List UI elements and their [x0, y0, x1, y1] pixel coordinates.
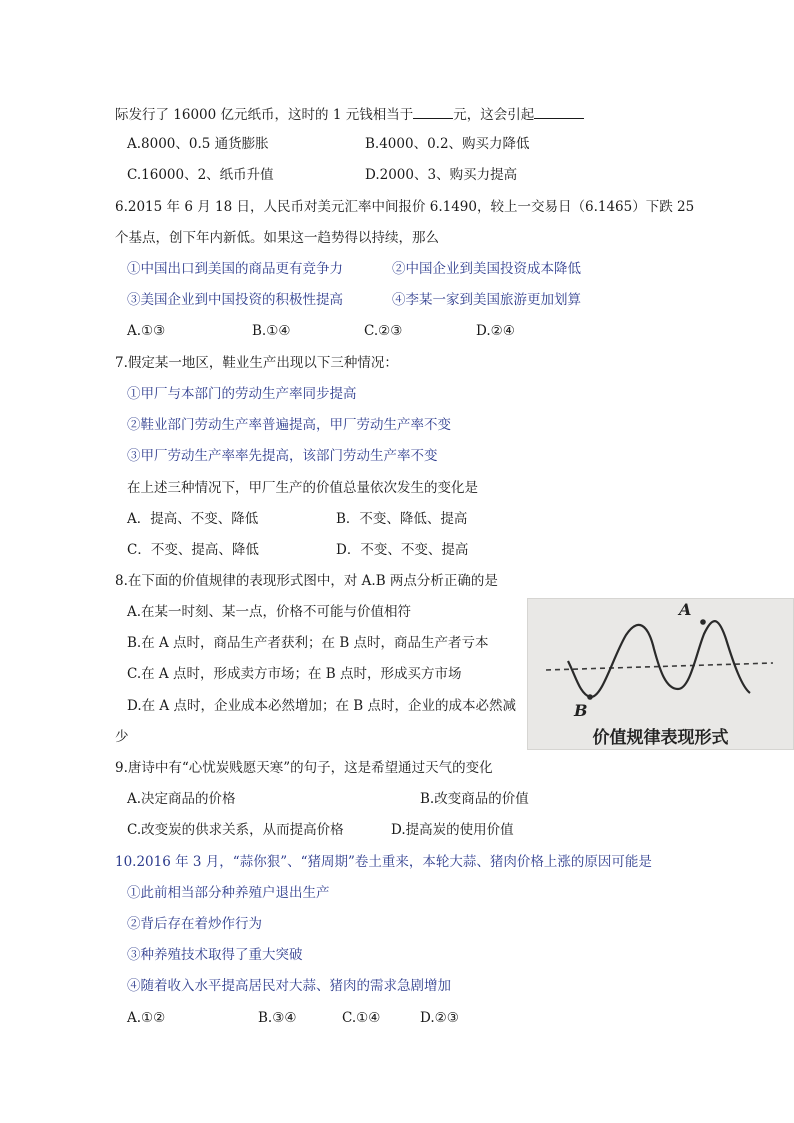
- q10-option-c: C.①④: [342, 1010, 381, 1026]
- q5-blank-1: [413, 104, 453, 119]
- value-law-figure: [527, 598, 794, 750]
- q9-stem: 9.唐诗中有“心忧炭贱愿天寒”的句子，这是希望通过天气的变化: [115, 760, 493, 776]
- q7-option-b: B．不变、降低、提高: [336, 511, 468, 527]
- q10-option-d: D.②③: [420, 1010, 459, 1026]
- q6-stem-line1: 6.2015 年 6 月 18 日，人民币对美元汇率中间报价 6.1490，较上一交易日（6.1465）下跌 25: [115, 199, 695, 215]
- q5-blank-2: [534, 104, 584, 119]
- q10-option-b: B.③④: [258, 1010, 297, 1026]
- q7-item-2: ②鞋业部门劳动生产率普遍提高，甲厂劳动生产率不变: [127, 417, 451, 433]
- q8-option-c: C.在 A 点时，形成卖方市场；在 B 点时，形成买方市场: [127, 666, 462, 682]
- q6-item-4: ④李某一家到美国旅游更加划算: [392, 292, 581, 308]
- q5-option-d: D.2000、3、购买力提高: [365, 167, 518, 183]
- q10-item-3: ③种养殖技术取得了重大突破: [127, 947, 303, 963]
- q9-option-a: A.决定商品的价格: [127, 791, 236, 807]
- q7-question: 在上述三种情况下，甲厂生产的价值总量依次发生的变化是: [127, 480, 478, 496]
- q7-item-3: ③甲厂劳动生产率率先提高，该部门劳动生产率不变: [127, 448, 438, 464]
- q6-item-1: ①中国出口到美国的商品更有竞争力: [127, 261, 343, 277]
- price-fluctuation-curve: [568, 621, 750, 697]
- figure-caption: 价值规律表现形式: [592, 728, 729, 748]
- q7-option-a: A．提高、不变、降低: [127, 511, 259, 527]
- q6-option-d: D.②④: [476, 323, 515, 339]
- q9-option-b: B.改变商品的价值: [420, 791, 529, 807]
- q6-stem-line2: 个基点，创下年内新低。如果这一趋势得以持续，那么: [115, 230, 439, 246]
- q6-item-3: ③美国企业到中国投资的积极性提高: [127, 292, 343, 308]
- q9-option-c: C.改变炭的供求关系，从而提高价格: [127, 822, 344, 838]
- point-b-marker: [587, 694, 593, 700]
- q5-stem: [115, 104, 584, 124]
- q5-option-c: C.16000、2、纸币升值: [127, 167, 274, 183]
- q8-option-d-continued: 少: [115, 729, 129, 745]
- q10-option-a: A.①②: [127, 1010, 166, 1026]
- point-a-label: A: [679, 600, 692, 619]
- q8-option-a: A.在某一时刻、某一点，价格不可能与价值相符: [127, 604, 412, 620]
- point-b-label: B: [574, 701, 588, 720]
- q7-option-d: D．不变、不变、提高: [336, 542, 469, 558]
- q10-item-2: ②背后存在着炒作行为: [127, 916, 262, 932]
- q8-option-b: B.在 A 点时，商品生产者获利；在 B 点时，商品生产者亏本: [127, 635, 489, 651]
- q10-item-1: ①此前相当部分种养殖户退出生产: [127, 885, 330, 901]
- q9-option-d: D.提高炭的使用价值: [391, 822, 514, 838]
- q10-item-4: ④随着收入水平提高居民对大蒜、猪肉的需求急剧增加: [127, 978, 451, 994]
- point-a-marker: [700, 619, 706, 625]
- q5-stem-part1: 际发行了 16000 亿元纸币，这时的 1 元钱相当于: [115, 107, 414, 123]
- q8-stem: 8.在下面的价值规律的表现形式图中，对 A.B 两点分析正确的是: [115, 573, 498, 589]
- q5-stem-part2: 元，这会引起: [453, 107, 535, 123]
- q6-item-2: ②中国企业到美国投资成本降低: [392, 261, 581, 277]
- q5-option-b: B.4000、0.2、购买力降低: [365, 136, 530, 152]
- q7-item-1: ①甲厂与本部门的劳动生产率同步提高: [127, 386, 357, 402]
- q10-stem: 10.2016 年 3 月，“蒜你狠”、“猪周期”卷土重来，本轮大蒜、猪肉价格上涨的原因可能是: [115, 854, 652, 870]
- q6-option-b: B.①④: [252, 323, 291, 339]
- q5-option-a: A.8000、0.5 通货膨胀: [127, 136, 269, 152]
- q6-option-a: A.①③: [127, 323, 166, 339]
- q7-option-c: C．不变、提高、降低: [127, 542, 259, 558]
- q8-option-d: D.在 A 点时，企业成本必然增加；在 B 点时，企业的成本必然减: [127, 698, 516, 714]
- q6-option-c: C.②③: [364, 323, 403, 339]
- q7-stem: 7.假定某一地区，鞋业生产出现以下三种情况：: [115, 355, 398, 371]
